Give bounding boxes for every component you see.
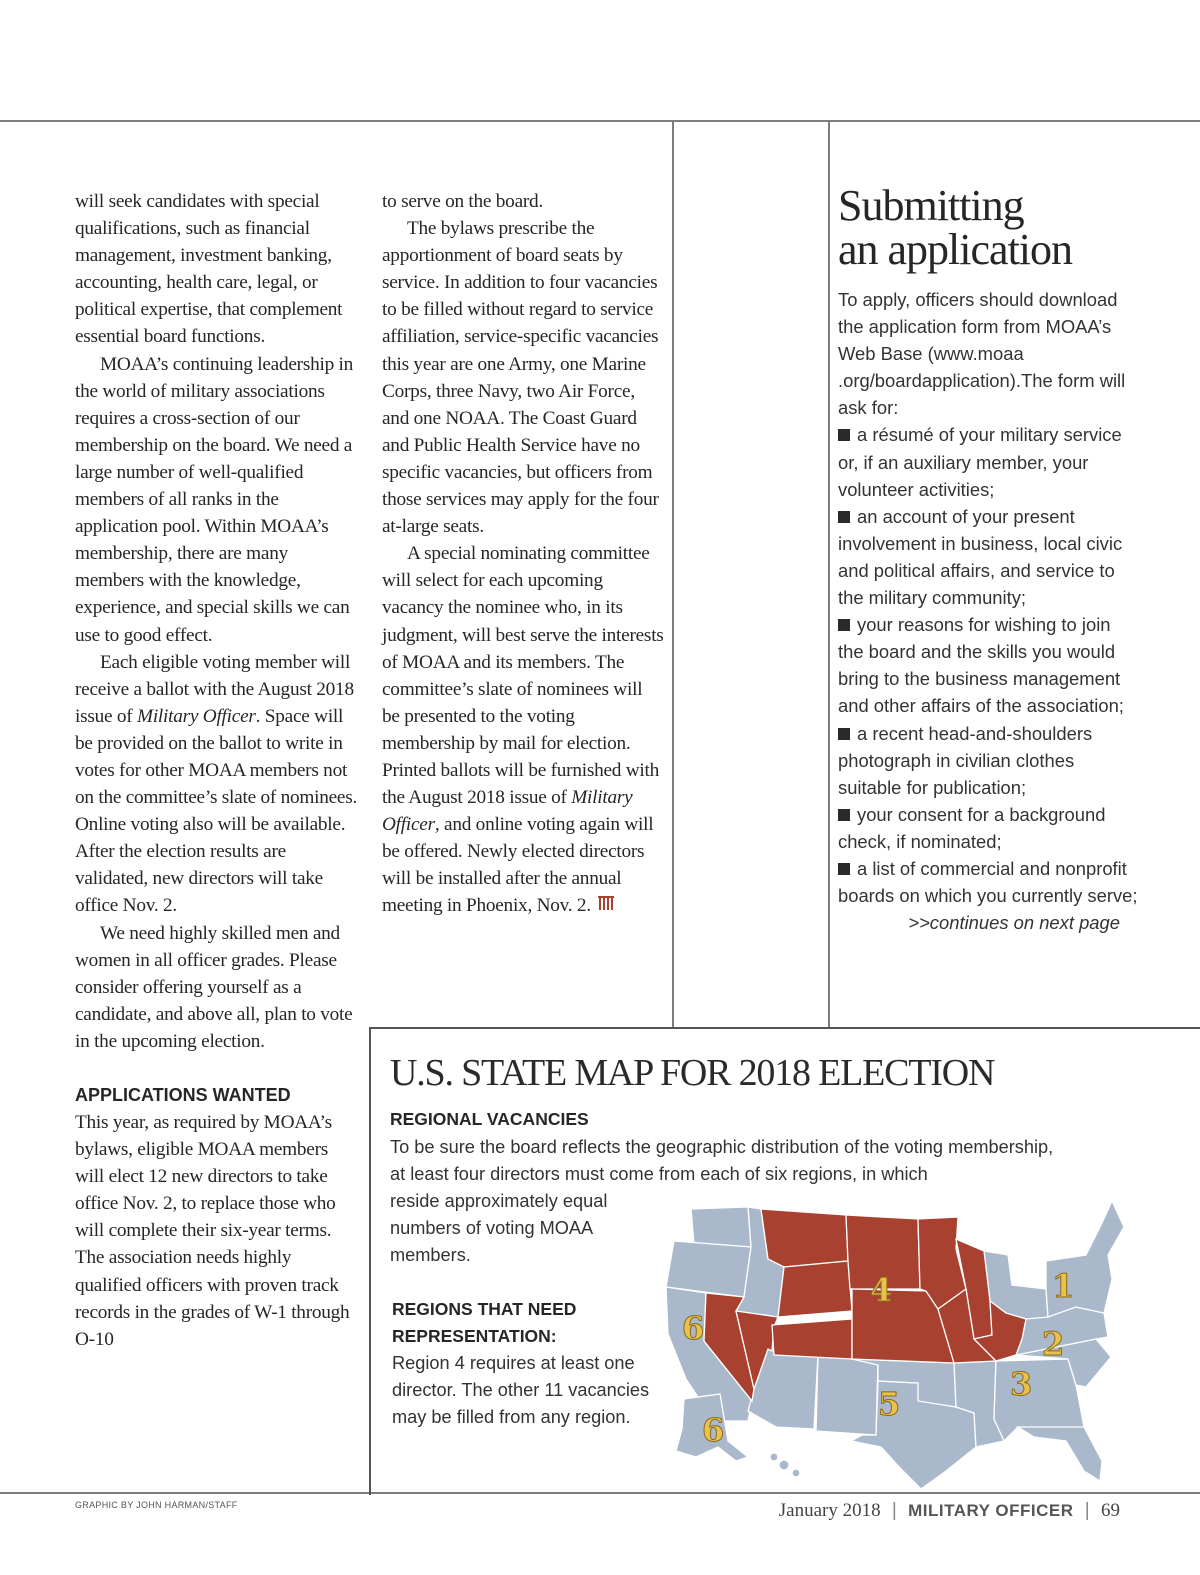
region-label-1: 1 (1052, 1267, 1075, 1305)
list-item: a list of commercial and nonprofit boards on which you currently serve; (838, 857, 1138, 907)
paragraph: to serve on the board. (382, 191, 544, 212)
sidebar-title: Submitting an application (838, 181, 1073, 274)
region-label-2: 2 (1042, 1325, 1065, 1363)
top-rule (0, 120, 1200, 122)
bullet-icon (838, 429, 850, 441)
state-montana (761, 1209, 848, 1267)
regional-vacancies-heading: REGIONAL VACANCIES (390, 1109, 589, 1129)
list-item: a résumé of your military service or, if an auxiliary member, your volunteer activities; (838, 424, 1122, 500)
state-hawaii (770, 1453, 778, 1461)
bullet-icon (838, 809, 850, 821)
paragraph: We need highly skilled men and women in all officer grades. Please consider offering yourself as a candidate, and above all, plan to vote in the upcoming election. (75, 922, 353, 1052)
column-divider-2 (828, 121, 830, 1027)
map-title: U.S. STATE MAP FOR 2018 ELECTION (390, 1052, 995, 1094)
list-item: your consent for a background check, if nominated; (838, 803, 1106, 852)
state-wyoming (778, 1261, 852, 1317)
representation-heading: REGIONS THAT NEED REPRESENTATION: (392, 1299, 577, 1346)
state-hawaii (792, 1469, 800, 1477)
page-number: 69 (1101, 1500, 1120, 1521)
bullet-icon (838, 863, 850, 875)
folio-separator: | (1084, 1500, 1090, 1521)
region-label-5: 5 (878, 1385, 901, 1423)
regional-vacancies-line: To be sure the board reflects the geographic distribution of the voting membership, (390, 1137, 1054, 1157)
region-label-6: 6 (682, 1309, 705, 1347)
bullet-icon (838, 511, 850, 523)
folio-separator: | (891, 1500, 897, 1521)
article-column-1 (75, 188, 360, 1353)
continues-note: >>continues on next page (908, 912, 1120, 934)
regional-vacancies-line: at least four directors must come from each of six regions, in which (390, 1164, 928, 1184)
regional-vacancies-text: reside approximately equal numbers of voting MOAA members. (390, 1191, 608, 1265)
bullet-icon (838, 619, 850, 631)
list-item: a recent head-and-shoulders photograph in civilian clothes suitable for publication; (838, 722, 1093, 798)
article-column-2 (382, 188, 664, 920)
state-washington (691, 1207, 751, 1247)
section-heading: APPLICATIONS WANTED (75, 1085, 291, 1105)
region-label-3: 3 (1010, 1365, 1033, 1403)
paragraph: A special nominating committee will select for each upcoming vacancy the nominee who, in its judgment, will best serve the interests of MOAA and its members. The committee’s slate of nominees will be presented to the voting membership by mail for election. Printed ballots will be furnished with the August 2018 issue of Military Officer, and online voting again will be offered. Newly elected directors will be installed after the annual meeting in Phoenix, Nov. 2. (382, 543, 664, 917)
election-map-box (369, 1027, 1200, 1495)
region-label-4: 4 (870, 1271, 893, 1309)
paragraph: Each eligible voting member will receive a ballot with the August 2018 issue of Military Officer. Space will be provided on the ballot to write in votes for other MOAA members not on the committee’s slate of nominees. Online voting also will be available. After the election results are validated, new directors will take office Nov. 2. (75, 651, 358, 917)
folio (779, 1500, 1120, 1522)
paragraph: The bylaws prescribe the apportionment of board seats by service. In addition to four vacancies to be filled without regard to service affiliation, service-specific vacancies this year are one Army, one Marine Corps, three Navy, two Air Force, and one NOAA. The Coast Guard and Public Health Service have no specific vacancies, but officers from those services may apply for the four at-large seats. (382, 218, 659, 538)
issue-date: January 2018 (778, 1500, 881, 1521)
representation-text: Region 4 requires at least one director. The other 11 vacancies may be filled from any region. (392, 1353, 650, 1427)
sidebar-intro: To apply, officers should download the application form from MOAA’s Web Base (www.moaa .org/boardapplication).The form will ask for: (838, 289, 1126, 419)
magazine-name: MILITARY OFFICER (908, 1501, 1074, 1520)
sidebar-submitting-application (838, 181, 1138, 936)
state-colorado (772, 1319, 852, 1359)
column-divider-1 (672, 121, 674, 1027)
state-new-mexico (816, 1355, 878, 1435)
paragraph: MOAA’s continuing leadership in the world of military associations requires a cross-section of our membership on the board. We need a large number of well-qualified members of all ranks in the application pool. Within MOAA’s membership, there are many members with the knowledge, experience, and special skills we can use to good effect. (75, 353, 354, 646)
moaa-end-mark-icon (598, 896, 616, 912)
region-label-6-alaska: 6 (702, 1411, 725, 1449)
state-florida (1018, 1427, 1102, 1481)
us-region-map (656, 1189, 1126, 1489)
paragraph: This year, as required by MOAA’s bylaws, eligible MOAA members will elect 12 new directors to take office Nov. 2, to replace those who will complete their six-year terms. The association needs highly qualified officers with proven track records in the grades of W-1 through O-10 (75, 1112, 350, 1350)
list-item: your reasons for wishing to join the board and the skills you would bring to the business management and other affairs of the association; (838, 614, 1124, 717)
bullet-icon (838, 728, 850, 740)
graphic-credit: GRAPHIC BY JOHN HARMAN/STAFF (75, 1500, 238, 1510)
state-hawaii (779, 1460, 789, 1470)
list-item: an account of your present involvement in business, local civic and political affairs, and service to the military community; (838, 505, 1123, 609)
magazine-title: Military Officer (382, 787, 633, 836)
magazine-title: Military Officer (137, 705, 256, 727)
paragraph: will seek candidates with special qualifications, such as financial management, investment banking, accounting, health care, legal, or political expertise, that complement essential board functions. (75, 191, 343, 348)
